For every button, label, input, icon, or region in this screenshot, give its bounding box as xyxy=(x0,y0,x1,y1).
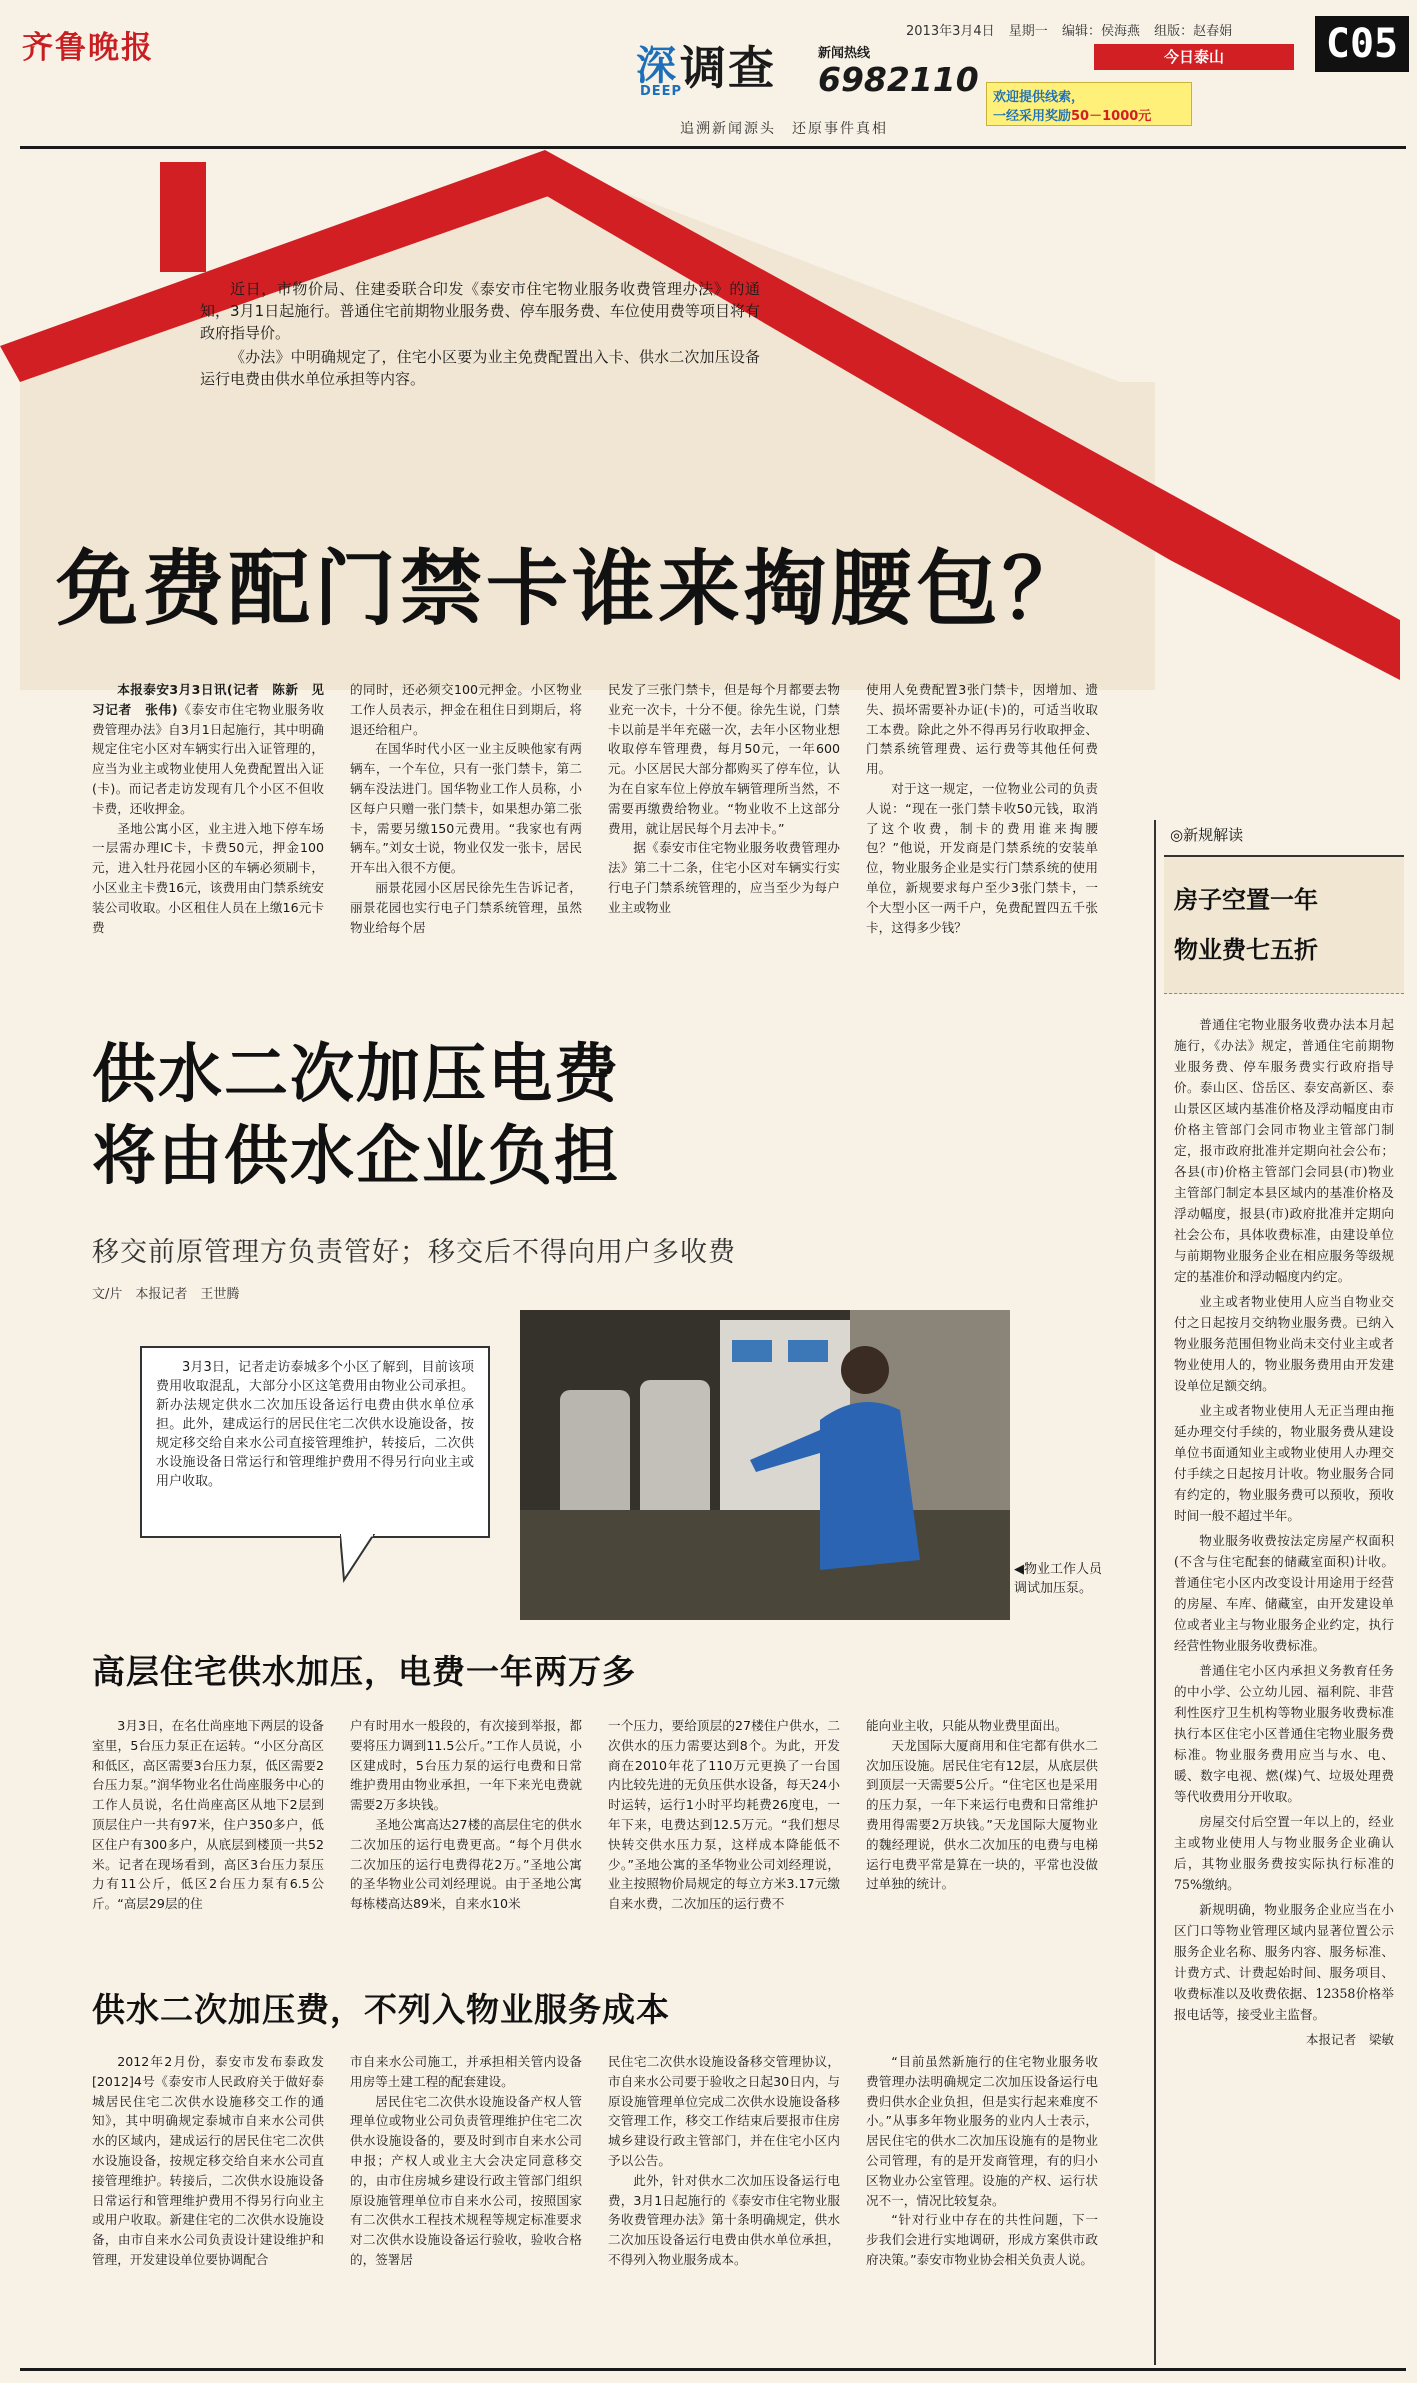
sidebar-tag: ◎新规解读 xyxy=(1170,826,1244,844)
pump-photo-illustration xyxy=(520,1310,1010,1620)
brand-diaocha: 调查 xyxy=(680,41,776,95)
article1-byline: 本报泰安3月3日讯(记者 陈新 见习记者 张伟) xyxy=(92,682,324,717)
s1-p6: 天龙国际大厦商用和住宅都有供水二次加压设施。居民住宅有12层，从底层供到顶层一天需要5公斤。“住宅区也是采用的压力泵，一年下来运行电费和日常维护费用得需要2万块钱。”天龙国际大厦物业的魏经理说，供水二次加压的电费与电梯运行电费平常是算在一块的，平常也没做过单独的统计。 xyxy=(866,1737,1098,1892)
issue-editor: 编辑：侯海燕 xyxy=(1061,24,1140,39)
sidebar-body xyxy=(1164,994,1404,2050)
s1-p1: 3月3日，在名仕尚座地下两层的设备室里，5台压力泵正在运转。“小区分高区和低区，高区需要3台压力泵，低区需要2台压力泵。”润华物业名仕尚座服务中心的工作人员说，名仕尚座高区从地下2层到顶层住户一共有97米，住户350多户，低区住户有300多户，从底层到楼顶一共52米。记者在现场看到，高区3台压力泵压力有11公斤，低区2台压力泵有6.5公斤。“高层29层的住 xyxy=(92,1718,324,1912)
article1-p9: 对于这一规定，一位物业公司的负责人说：“现在一张门禁卡收50元钱，取消了这个收费，制卡的费用谁来掏腰包？”他说，开发商是门禁系统的安装单位，物业服务企业是实行门禁系统的使用单位，新规要求每户至少3张门禁卡，一个大型小区一两千户，免费配置四五千张卡，这得多少钱？ xyxy=(866,780,1098,935)
issue-layout: 组版：赵春娟 xyxy=(1154,24,1233,39)
article1-col4 xyxy=(866,680,1098,937)
s1-p2: 户有时用水一般段的，有次接到举报，都要将压力调到11.5公斤。”工作人员说，小区建成时，5台压力泵的运行电费和日常维护费用由物业承担，一年下来光电费就需要2万多块钱。 xyxy=(350,1718,582,1813)
s1-p4: 一个压力，要给顶层的27楼住户供水，二次供水的压力需要达到8个。为此，开发商在2010年花了110万元更换了一台国内比较先进的无负压供水设备，每天24小时运转，运行1小时平均耗费26度电，一年下来，电费达到12.5万元。“我们想尽快转交供水压力泵，这样成本降能低不少。”圣地公寓的圣华物业公司刘经理说，业主按照物价局规定的每立方米3.17元缴自来水费，二次加压的运行费不 xyxy=(608,1718,840,1912)
lead-p1: 近日，市物价局、住建委联合印发《泰安市住宅物业服务收费管理办法》的通知，3月1日起施行。普通住宅前期物业服务费、停车服务费、车位使用费等项目将有政府指导价。 xyxy=(200,280,760,342)
masthead-rule xyxy=(20,146,1406,149)
s2-col4 xyxy=(866,2052,1098,2270)
chimney xyxy=(160,162,206,272)
sidebar-p4: 物业服务收费按法定房屋产权面积(不含与住宅配套的储藏室面积)计收。普通住宅小区内改变设计用途用于经营的房屋、车库、储藏室，由开发建设单位或者业主与物业服务企业约定，执行经营性物业服务收费标准。 xyxy=(1174,1533,1394,1653)
s2-p1: 2012年2月份，泰安市发布泰政发[2012]4号《泰安市人民政府关于做好泰城居民住宅二次供水设施移交工作的通知》，其中明确规定泰城市自来水公司供水的区域内，建成运行的居民住宅二次供水设施设备，按规定移交给自来水公司直接管理维护。转接后，二次供水设施设备日常运行和管理维护费用不得另行向业主或用户收取。新建住宅的二次供水设施设备，由市自来水公司负责设计建设维护和管理，开发建设单位要协调配合 xyxy=(92,2054,324,2267)
article1-p4: 在国华时代小区一业主反映他家有两辆车，一个车位，只有一张门禁卡，第二辆车没法进门。国华物业工作人员称，小区每户只赠一张门禁卡，如果想办第二张卡，需要另缴150元费用。“我家也有两辆车。”刘女士说，物业仅发一张卡，居民开车出入很不方便。 xyxy=(350,741,582,876)
sidebar-divider xyxy=(1154,820,1156,2365)
sidebar-title-line1: 房子空置一年 xyxy=(1174,886,1318,914)
article1-p1-text: 《泰安市住宅物业服务收费管理办法》自3月1日起施行，其中明确规定住宅小区对车辆实行出入证管理的，应当为业主或物业使用人免费配置出入证(卡)。而记者走访发现有几个小区不但收卡费，还收押金。 xyxy=(92,701,324,816)
brand-slogan: 追溯新闻源头 还原事件真相 xyxy=(680,121,888,137)
photo-caption: ◀物业工作人员调试加压泵。 xyxy=(1014,1562,1102,1596)
article1-col2 xyxy=(350,680,582,937)
story2-subhead2: 供水二次加压费，不列入物业服务成本 xyxy=(92,1990,670,2029)
lead-p2: 《办法》中明确规定了，住宅小区要为业主免费配置出入卡、供水二次加压设备运行电费由供水单位承担等内容。 xyxy=(200,348,760,388)
sidebar-p2: 业主或者物业使用人应当自物业交付之日起按月交纳物业服务费。已纳入物业服务范围但物业尚未交付业主或者物业使用人的，物业服务费用由开发建设单位足额交纳。 xyxy=(1174,1294,1394,1393)
sidebar-p5: 普通住宅小区内承担义务教育任务的中小学、公立幼儿园、福利院、非营利性医疗卫生机构等物业服务收费标准执行本区住宅小区普通住宅物业服务费标准。物业服务费用应当与水、电、暖、数字电视、燃(煤)气、垃圾处理费等代收费用分开收取。 xyxy=(1174,1663,1394,1804)
story2-headline xyxy=(92,1034,620,1198)
sidebar-p6: 房屋交付后空置一年以上的，经业主或物业使用人与物业服务企业确认后，其物业服务费按实际执行标准的75%缴纳。 xyxy=(1174,1814,1394,1892)
s2-p3: 居民住宅二次供水设施设备产权人管理单位或物业公司负责管理维护住宅二次供水设施设备的，要及时到市自来水公司申报；产权人或业主大会决定同意移交的，由市住房城乡建设行政主管部门组织原设施管理单位市自来水公司，按照国家有二次供水工程技术规程等规定标准要求对二次供水设施设备运行验收，验收合格的，签署居 xyxy=(350,2093,582,2267)
s1-p3: 圣地公寓高达27楼的高层住宅的供水二次加压的运行电费更高。“每个月供水二次加压的运行电费得花2万。”圣地公寓的圣华物业公司刘经理说。由于圣地公寓每栋楼高达89米，自来水10米 xyxy=(350,1816,582,1912)
s2-col1 xyxy=(92,2052,324,2270)
sidebar-policy-explainer xyxy=(1164,822,1404,2050)
s2-col3 xyxy=(608,2052,840,2270)
story2-section2-body xyxy=(92,2052,1142,2364)
section-name: 今日泰山 xyxy=(1094,44,1294,70)
reward-line1: 欢迎提供线索， xyxy=(993,90,1085,105)
brand-deep: DEEP xyxy=(640,84,683,99)
s2-p6: “目前虽然新施行的住宅物业服务收费管理办法明确规定二次加压设备运行电费归供水企业负担，但是实行起来难度不小。”从事多年物业服务的业内人士表示，居民住宅的供水二次加压设施有的是物业公司管理，有的是开发商管理，有的归小区物业办公室管理。设施的产权、运行状况不一，情况比较复杂。 xyxy=(866,2054,1098,2208)
reward-line2 xyxy=(993,105,1185,124)
reward-amount: 50－1000元 xyxy=(1071,109,1152,124)
sidebar-title-line2: 物业费七五折 xyxy=(1174,936,1318,964)
s1-col2 xyxy=(350,1716,582,1914)
story2-summary-box: 3月3日，记者走访泰城多个小区了解到，目前该项费用收取混乱，大部分小区这笔费用由物业公司承担。新办法规定供水二次加压设备运行电费由供水单位承担。此外，建成运行的居民住宅二次供水设施设备，按规定移交给自来水公司直接管理维护，转接后，二次供水设施设备日常运行和管理维护费用不得另行向业主或用户收取。 xyxy=(140,1346,490,1538)
speech-tail xyxy=(340,1534,380,1584)
article1-p3: 的同时，还必须交100元押金。小区物业工作人员表示，押金在租住日到期后，将退还给租户。 xyxy=(350,682,582,737)
sidebar-p3: 业主或者物业使用人无正当理由拖延办理交付手续的，物业服务费从建设单位书面通知业主或物业使用人办理交付手续之日起按月计收。物业服务合同有约定的，物业服务费可以预收，预收时间一般不超过半年。 xyxy=(1174,1403,1394,1523)
s2-p7: “针对行业中存在的共性问题，下一步我们会进行实地调研，形成方案供市政府决策。”泰安市物业协会相关负责人说。 xyxy=(866,2212,1098,2267)
masthead xyxy=(0,0,1417,150)
sidebar-title-box xyxy=(1164,855,1404,994)
story2-headline-line1: 供水二次加压电费 xyxy=(92,1038,620,1112)
story2-headline-line2: 将由供水企业负担 xyxy=(92,1120,620,1194)
reward-prefix: 一经采用奖励 xyxy=(993,109,1072,124)
sidebar-byline: 本报记者 梁敏 xyxy=(1305,2032,1394,2047)
article1-body xyxy=(92,680,1142,1020)
article1-p6: 民发了三张门禁卡，但是每个月都要去物业充一次卡，十分不便。徐先生说，门禁卡以前是半年充磁一次，去年小区物业想收取停车管理费，每月50元，一年600元。小区居民大部分都购买了停车位，认为在自家车位上停放车辆管理所当然，不需要再缴费给物业。“物业收不上这部分费用，就让居民每个月去冲卡。” xyxy=(608,682,840,836)
article1-p2: 圣地公寓小区，业主进入地下停车场一层需办理IC卡，卡费50元，押金100元，进入牡丹花园小区的车辆必须刷卡，小区业主卡费16元，该费用由门禁系统安装公司收取。小区租住人员在上缴16元卡费 xyxy=(92,820,324,935)
hotline-number: 6982110 xyxy=(818,60,979,99)
article1-p1 xyxy=(92,680,324,819)
article1-col3 xyxy=(608,680,840,918)
article1-col1 xyxy=(92,680,324,937)
reward-box xyxy=(986,82,1192,126)
s2-p5: 此外，针对供水二次加压设备运行电费，3月1日起施行的《泰安市住宅物业服务收费管理办法》第十条明确规定，供水二次加压设备运行电费由供水单位承担，不得列入物业服务成本。 xyxy=(608,2172,840,2267)
article1-p5: 丽景花园小区居民徐先生告诉记者，丽景花园也实行电子门禁系统管理，虽然物业给每个居 xyxy=(350,879,582,935)
sidebar-p7: 新规明确，物业服务企业应当在小区门口等物业管理区域内显著位置公示服务企业名称、服务内容、服务标准、计费方式、计费起始时间、服务项目、收费标准以及收费依据、12358价格举报电话等，接受业主监督。 xyxy=(1174,1902,1394,2022)
lead-paragraph xyxy=(200,278,760,392)
sidebar-p1: 普通住宅物业服务收费办法本月起施行，《办法》规定，普通住宅前期物业服务费、停车服务费实行政府指导价。泰山区、岱岳区、泰安高新区、泰山景区区域内基准价格及浮动幅度由市价格主管部门会同市物业主管部门制定，报市政府批准并定期向社会公布；各县(市)价格主管部门会同县(市)物业主管部门制定本县区域内的基准价格及浮动幅度，报县(市)政府批准并定期向社会公布，具体收费标准，由建设单位与前期物业服务企业在相应服务等级规定的基准价和浮动幅度内约定。 xyxy=(1174,1017,1394,1284)
story2-subhead1: 高层住宅供水加压，电费一年两万多 xyxy=(92,1652,636,1691)
issue-weekday: 星期一 xyxy=(1008,24,1048,39)
article1-p8: 使用人免费配置3张门禁卡，因增加、遗失、损坏需要补办证(卡)的，可适当收取工本费。除此之外不得再另行收取押金、门禁系统管理费、运行费等其他任何费用。 xyxy=(866,682,1098,777)
s1-col3 xyxy=(608,1716,840,1914)
s1-col1 xyxy=(92,1716,324,1914)
story2-section1-body xyxy=(92,1716,1142,1966)
main-headline: 免费配门禁卡谁来掏腰包？ xyxy=(56,542,1089,637)
hotline-label: 新闻热线 xyxy=(818,46,871,61)
s2-p4: 民住宅二次供水设施设备移交管理协议，市自来水公司要于验收之日起30日内，与原设施管理单位完成二次供水设施设备移交管理工作，移交工作结束后要报市住房城乡建设行政主管部门，并在住宅小区内予以公告。 xyxy=(608,2054,840,2168)
issue-meta xyxy=(906,20,1242,39)
story2-byline: 文/片 本报记者 王世腾 xyxy=(92,1287,240,1302)
paper-name: 齐鲁晚报 xyxy=(22,30,154,66)
pump-photo xyxy=(520,1310,1010,1620)
issue-date: 2013年3月4日 xyxy=(906,24,995,39)
story2-subtitle: 移交前原管理方负责管好；移交后不得向用户多收费 xyxy=(92,1237,736,1268)
s1-col4 xyxy=(866,1716,1098,1894)
bottom-rule xyxy=(20,2368,1406,2371)
article1-p7: 据《泰安市住宅物业服务收费管理办法》第二十二条，住宅小区对车辆实行实行电子门禁系统管理的，应当至少为每户业主或物业 xyxy=(608,840,840,915)
s1-p5: 能向业主收，只能从物业费里面出。 xyxy=(866,1718,1068,1733)
s2-col2 xyxy=(350,2052,582,2270)
s2-p2: 市自来水公司施工，并承担相关管内设备用房等土建工程的配套建设。 xyxy=(350,2054,582,2089)
page-number: C05 xyxy=(1315,16,1409,72)
brand-shen: 深 xyxy=(636,43,676,89)
